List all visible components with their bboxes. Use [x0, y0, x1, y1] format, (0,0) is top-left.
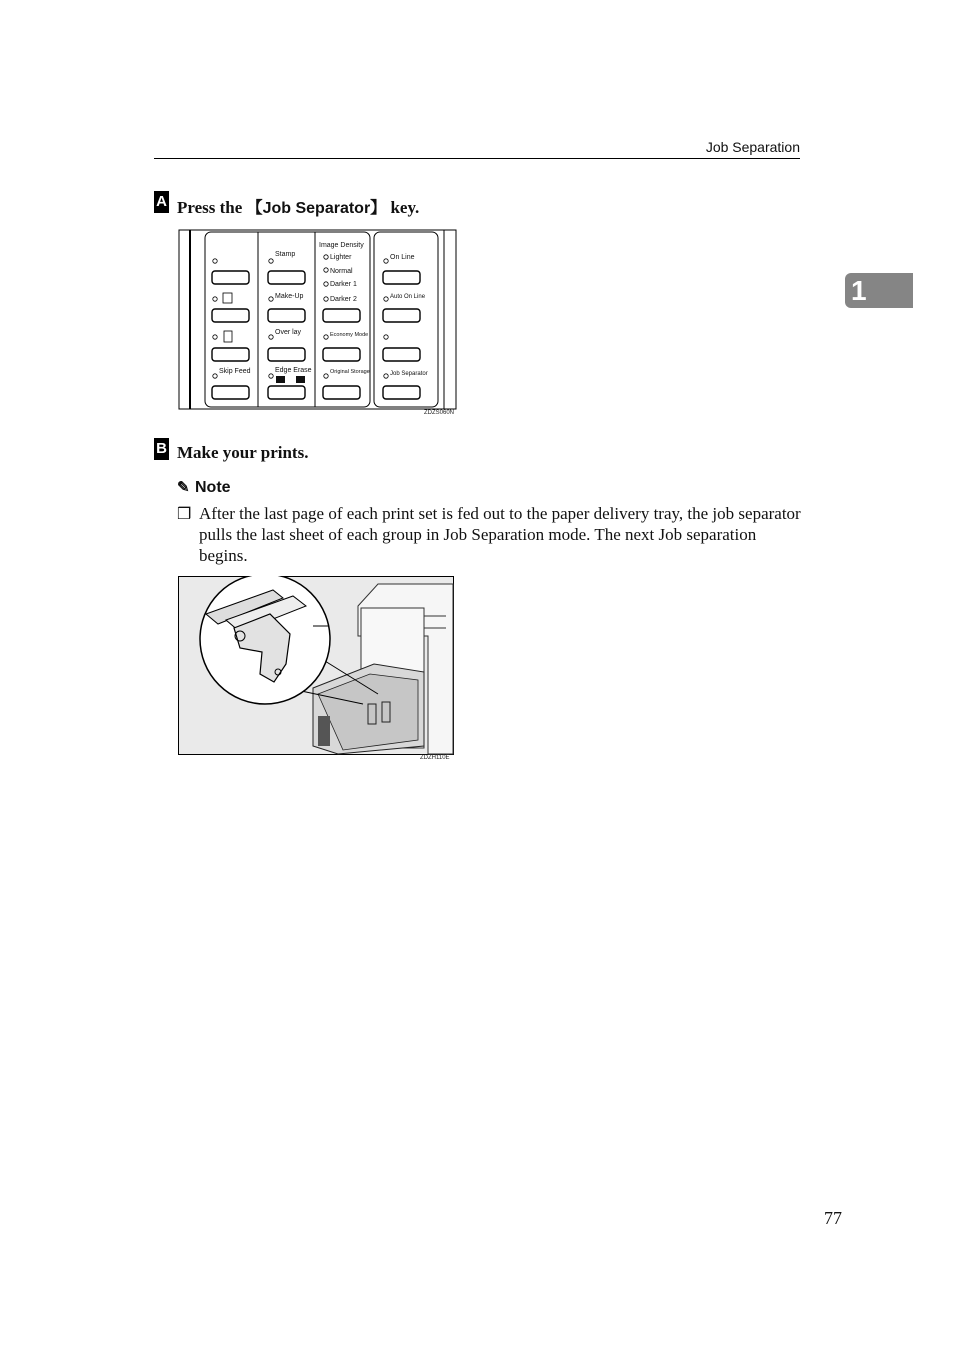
label-darker-2: Darker 2	[330, 296, 357, 303]
label-lighter: Lighter	[330, 254, 352, 261]
note-heading-label: Note	[195, 479, 231, 496]
step-1-prefix: Press the	[177, 198, 247, 217]
note-item	[177, 503, 802, 566]
label-auto-on-line: Auto On Line	[390, 294, 426, 300]
job-separator-illustration	[178, 576, 454, 756]
note-heading	[177, 478, 231, 497]
step-1-text	[177, 195, 419, 218]
step-1-key-name: Job Separator	[262, 200, 371, 217]
label-on-line: On Line	[390, 254, 415, 261]
pencil-note-icon: ✎	[177, 479, 190, 496]
running-header-title: Job Separation	[705, 139, 800, 155]
label-edge-erase: Edge Erase	[275, 367, 312, 374]
step-1-key-close: 】	[370, 200, 387, 217]
step-2-text: Make your prints.	[177, 443, 309, 462]
step-1-key-open: 【	[246, 200, 263, 217]
figure-1-code: ZDZS060N	[424, 410, 455, 416]
chapter-tab: 1	[845, 273, 913, 308]
step-1-badge: A	[154, 191, 169, 213]
page-number: 77	[824, 1208, 842, 1228]
label-skip-feed: Skip Feed	[219, 368, 251, 375]
label-image-density: Image Density	[319, 242, 364, 249]
note-text: After the last page of each print set is fed out to the paper delivery tray, the job separator pulls the last sheet of each group in Job Separation mode. The next Job separation begins.	[199, 504, 801, 565]
checkbox-icon: ❒	[177, 506, 192, 523]
figure-2-code: ZDZH110E	[420, 755, 450, 761]
header-rule	[154, 158, 800, 159]
label-original-storage: Original Storage	[330, 369, 370, 375]
control-panel-figure	[178, 229, 458, 411]
label-job-separator: Job Separator	[390, 371, 428, 377]
label-over-lay: Over lay	[275, 329, 302, 336]
step-1-suffix: key.	[386, 198, 420, 217]
label-make-up: Make-Up	[275, 293, 304, 300]
label-stamp: Stamp	[275, 251, 296, 258]
label-economy-mode: Economy Mode	[330, 332, 369, 338]
label-darker-1: Darker 1	[330, 281, 357, 288]
step-2-badge: B	[154, 438, 169, 460]
label-normal: Normal	[330, 268, 353, 275]
